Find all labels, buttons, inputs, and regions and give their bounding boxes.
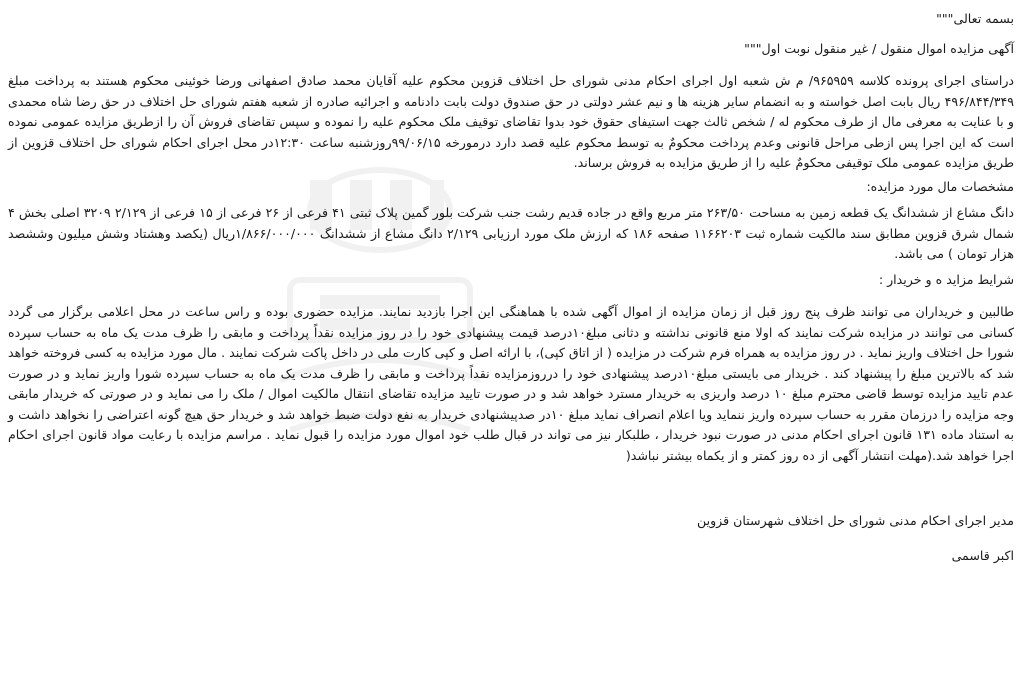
signature-position: مدیر اجرای احکام مدنی شورای حل اختلاف شهرستان قزوین: [696, 513, 1014, 528]
signature-name: اکبر قاسمی: [951, 547, 1014, 563]
intro-paragraph: دراستای اجرای پرونده کلاسه ۹۶۵۹۵۹/ م ش شعبه اول اجرای احکام مدنی شورای حل اختلاف قزوین محکوم علیه آقایان محمد صادق اصفهانی ورضا خوئینی محکوم هستند به پرداخت مبلغ ۴۹۶/۸۴۴/۳۴۹ ریال بابت اصل خواسته و به انضمام سایر هزینه ها و نیم عشر دولتی در حق صندوق دولت بابت دادنامه و اجرائیه صادره از شعبه هفتم شورای حل اختلاف در حق رضا شاه محمدی و با عنایت به معرفی مال از طرف محکوم له / شخص ثالث جهت استیفای حقوق خود بدوا تقاضای توقیف ملک محکوم علیه را نموده و سپس تقاضای فروش آن را ازطریق مزایده عمومی نموده است که این اجرا پس ازطی مراحل قانونی وعدم پرداخت محکومٌ به توسط محکوم علیه قصد دارد درمورخه ۹۹/۰۶/۱۵روزشنبه ساعت ۱۲:۳۰در محل اجرای احکام شورای حل اختلاف قزوین از طریق مزایده عمومی ملک توقیفی محکومٌ علیه را از طریق مزایده به فروش برساند.: [8, 73, 1015, 170]
conditions-section-title: شرایط مزاید ه و خریدار :: [878, 271, 1014, 287]
bismillah-heading: بسمه تعالی""": [936, 11, 1014, 26]
property-description: دانگ مشاع از ششدانگ یک قطعه زمین به مساحت ۲۶۳/۵۰ متر مربع واقع در جاده قدیم رشت جنب شرکت بلور گمین پلاک ثبتی ۴۱ فرعی از ۲۶ فرعی از ۱۵ فرعی از ۲/۱۲۹ ۳۲۰۹ اصلی بخش ۴ شمال شرق قزوین مطابق سند مالکیت شماره ثبت ۱۱۶۶۲۰۳ صفحه ۱۸۶ که ارزش ملک مورد ارزیابی ۲/۱۲۹ دانگ مشاع از ششدانگ ۱/۸۶۶/۰۰۰/۰۰۰ریال (یکصد وهشتاد وشش میلیون وششصد هزار تومان ) می باشد.: [8, 205, 1014, 261]
conditions-paragraph: طالبین و خریداران می توانند ظرف پنج روز قبل از زمان مزایده از اموال آگهی شده با هماهنگی این اجرا بازدید نمایند. مزایده حضوری بوده و راس ساعت در محل اعلامی برگزار می گردد کسانی می توانند در مزایده شرکت نمایند که اولا منع قانونی نداشته و دثانی مبلغ۱۰درصد قیمت پیشنهادی خود را در روز مزایده نقداً پرداخت و مابقی را ظرف مدت یک ماه به حساب سپرده شورا حل اختلاف واریز نماید . در روز مزایده به همراه فرم شرکت در مزایده ( از اتاق کپی)، با ارائه اصل و کپی کارت ملی در داخل پاکت شرکت نمایند . مال مورد مزایده به کسی فروخته خواهد شد که بالاترین مبلغ را پیشنهاد کند . خریدار می بایستی مبلغ۱۰درصد پیشنهادی خود را درروزمزایده نقداً پرداخت و مابقی را ظرف مدت یک ماه به حساب سپرده شورا واریز نماید و در صورت عدم تایید مزایده توسط قاضی محترم مبلغ ۱۰ درصد واریزی به خریدار مسترد خواهد شد و در صورت تایید مزایده تقاضای انتقال مالکیت اموال / ملک را می نماید و در صورتی که خریدار مابقی وجه مزایده را درزمان مقرر به حساب سپرده واریز ننماید ویا اعلام انصراف نماید مبلغ ۱۰در صدپیشنهادی خریدار به نفع دولت ضبط خواهد شد و خریدار حق هیچ گونه اعتراضی را نخواهد داشت و به استناد ماده ۱۳۱ قانون اجرای احکام مدنی در صورت نبود خریدار ، طلبکار نیز می تواند در قبال طلب خود اموال مورد مزایده را قبول نماید . مراسم مزایده با رعایت مواد قانون اجرای احکام اجرا خواهد شد.(مهلت انتشار آگهی از ده روز کمتر و از یکماه بیشتر نباشد(: [8, 304, 1015, 463]
property-section-title: مشخصات مال مورد مزایده:: [866, 178, 1014, 194]
notice-title: آگهی مزایده اموال منقول / غیر منقول نوبت اول""": [744, 40, 1014, 56]
